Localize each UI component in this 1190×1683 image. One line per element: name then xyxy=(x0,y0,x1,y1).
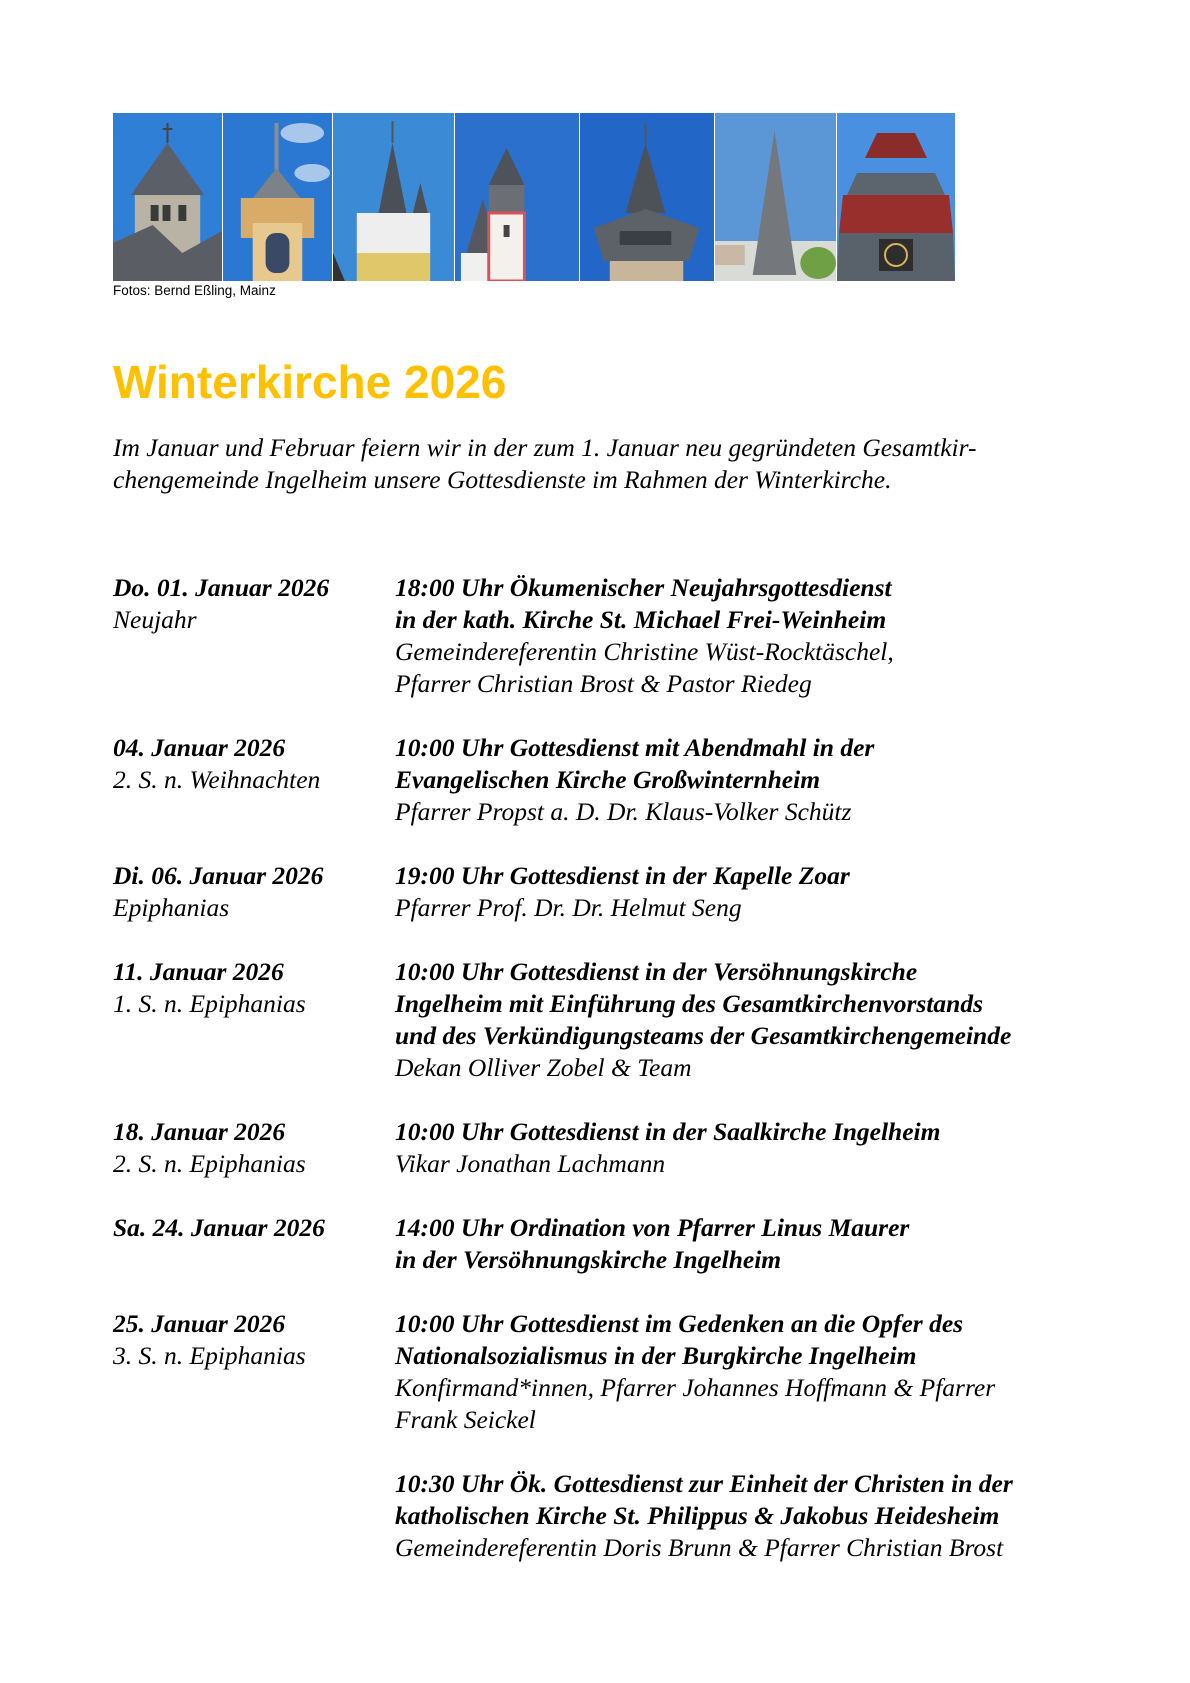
entry-service: 10:00 Uhr Gottesdienst mit Abendmahl in der xyxy=(395,733,875,762)
entry-service: in der kath. Kirche St. Michael Frei-Weinheim xyxy=(395,605,887,634)
schedule-entry xyxy=(113,1468,1113,1564)
entry-occasion: Epiphanias xyxy=(113,893,230,922)
entry-occasion: 2. S. n. Epiphanias xyxy=(113,1149,306,1178)
entry-people: Vikar Jonathan Lachmann xyxy=(395,1149,666,1178)
schedule-entry xyxy=(113,956,1113,1084)
entry-service: 10:00 Uhr Gottesdienst in der Versöhnungskirche xyxy=(395,957,918,986)
schedule-entry xyxy=(113,1116,1113,1180)
photo-church-tower-red-lantern xyxy=(837,113,955,281)
entry-date: Do. 01. Januar 2026 xyxy=(113,573,330,602)
entry-date: 18. Januar 2026 xyxy=(113,1117,286,1146)
entry-occasion: 1. S. n. Epiphanias xyxy=(113,989,306,1018)
entry-service: 18:00 Uhr Ökumenischer Neujahrsgottesdienst xyxy=(395,573,892,602)
entry-people: Pfarrer Propst a. D. Dr. Klaus-Volker Schütz xyxy=(395,797,852,826)
entry-date: Sa. 24. Januar 2026 xyxy=(113,1213,325,1242)
schedule-entry xyxy=(113,1212,1113,1276)
entry-service: Ingelheim mit Einführung des Gesamtkirchenvorstands xyxy=(395,989,984,1018)
entry-people: Pfarrer Christian Brost & Pastor Riedeg xyxy=(395,669,812,698)
entry-people: Frank Seickel xyxy=(395,1405,536,1434)
photo-church-tower-octagonal xyxy=(113,113,223,281)
entry-service: 10:00 Uhr Gottesdienst im Gedenken an die Opfer des xyxy=(395,1309,964,1338)
entry-occasion: 2. S. n. Weihnachten xyxy=(113,765,321,794)
entry-service: 10:00 Uhr Gottesdienst in der Saalkirche Ingelheim xyxy=(395,1117,941,1146)
photo-church-tower-spire xyxy=(715,113,837,281)
entry-service: in der Versöhnungskirche Ingelheim xyxy=(395,1245,782,1274)
entry-service: 19:00 Uhr Gottesdienst in der Kapelle Zoar xyxy=(395,861,850,890)
entry-date: 25. Januar 2026 xyxy=(113,1309,286,1338)
intro-paragraph xyxy=(113,432,1093,496)
entry-date: Di. 06. Januar 2026 xyxy=(113,861,324,890)
entry-occasion: 3. S. n. Epiphanias xyxy=(113,1341,306,1370)
entry-people: Pfarrer Prof. Dr. Dr. Helmut Seng xyxy=(395,893,742,922)
entry-service: Evangelischen Kirche Großwinternheim xyxy=(395,765,821,794)
schedule-entry xyxy=(113,572,1113,700)
photo-credit-caption: Fotos: Bernd Eßling, Mainz xyxy=(113,283,276,298)
entry-service: 10:30 Uhr Ök. Gottesdienst zur Einheit der Christen in der xyxy=(395,1469,1013,1498)
page-title: Winterkirche 2026 xyxy=(113,356,507,408)
entry-service: und des Verkündigungsteams der Gesamtkirchengemeinde xyxy=(395,1021,1012,1050)
schedule-entry xyxy=(113,860,1113,924)
service-schedule xyxy=(113,572,1113,1596)
entry-people: Gemeindereferentin Doris Brunn & Pfarrer Christian Brost xyxy=(395,1533,1004,1562)
intro-line: Im Januar und Februar feiern wir in der zum 1. Januar neu gegründeten Gesamtkir- xyxy=(113,433,977,462)
entry-people: Gemeindereferentin Christine Wüst-Rocktäschel, xyxy=(395,637,894,666)
photo-church-tower-slate xyxy=(580,113,715,281)
entry-people: Dekan Olliver Zobel & Team xyxy=(395,1053,692,1082)
intro-line: chengemeinde Ingelheim unsere Gottesdienste im Rahmen der Winterkirche. xyxy=(113,465,892,494)
entry-occasion: Neujahr xyxy=(113,605,197,634)
entry-people: Konfirmand*innen, Pfarrer Johannes Hoffmann & Pfarrer xyxy=(395,1373,996,1402)
church-photo-strip xyxy=(113,113,955,281)
entry-date: 11. Januar 2026 xyxy=(113,957,284,986)
entry-date: 04. Januar 2026 xyxy=(113,733,286,762)
entry-service: katholischen Kirche St. Philippus & Jakobus Heidesheim xyxy=(395,1501,1000,1530)
photo-church-tower-bell-lantern xyxy=(223,113,333,281)
entry-service: 14:00 Uhr Ordination von Pfarrer Linus Maurer xyxy=(395,1213,910,1242)
schedule-entry xyxy=(113,732,1113,828)
photo-church-tower-red-trim xyxy=(455,113,580,281)
entry-service: Nationalsozialismus in der Burgkirche Ingelheim xyxy=(395,1341,917,1370)
photo-church-tower-crenellated xyxy=(333,113,455,281)
schedule-entry xyxy=(113,1308,1113,1436)
